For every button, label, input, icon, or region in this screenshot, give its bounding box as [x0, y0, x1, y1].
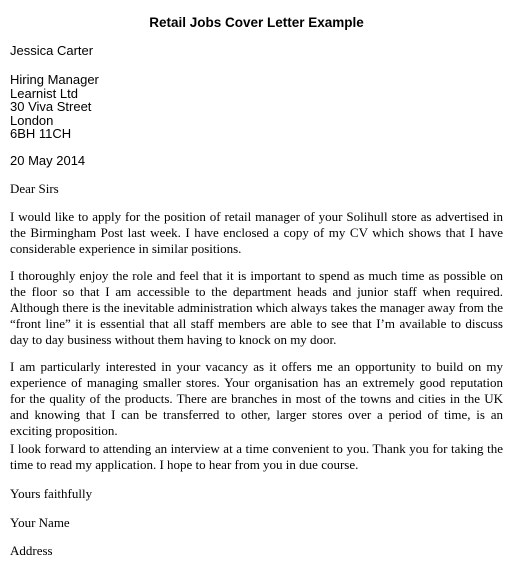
recipient-line: Hiring Manager — [10, 72, 99, 87]
body-paragraph: I look forward to attending an interview at a time convenient to you. Thank you for taking the time to read my application. I hope to hear from you in due course. — [10, 441, 503, 472]
recipient-line: London — [10, 112, 54, 128]
closing: Yours faithfully — [10, 486, 93, 501]
address-label: Address — [10, 543, 53, 558]
recipient-line: 6BH 11CH — [10, 126, 72, 142]
document-title: Retail Jobs Cover Letter Example — [149, 15, 364, 30]
letter-date — [10, 154, 85, 168]
date-text: 20 May 2014 — [10, 153, 86, 168]
signature-name: Your Name — [10, 515, 70, 530]
body-paragraph: I am particularly interested in your vacancy as it offers me an opportunity to build on my experience of managing smaller stores. Your organisation has an extremely good reputation for the quality of the products. There are branches in most of the towns and cities in the UK and knowing that I can be transferred to other, larger stores over a period of time, is an exciting proposition. — [10, 359, 503, 438]
sender-block — [10, 44, 93, 58]
recipient-line: Learnist Ltd — [10, 85, 78, 101]
body-paragraph: I would like to apply for the position of retail manager of your Solihull store as advertised in the Birmingham Post last week. I have enclosed a copy of my CV which shows that I have considerable experience in similar positions. — [10, 209, 503, 256]
sender-name: Jessica Carter — [10, 43, 94, 58]
recipient-line: 30 Viva Street — [10, 99, 92, 115]
recipient-address — [10, 73, 99, 141]
body-paragraph: I thoroughly enjoy the role and feel that it is important to spend as much time as possible on the floor so that I am accessible to the department heads and junior staff when required. Although there is the inevitable administration which always takes the manager away from the “front line” it is essential that all staff members are able to see that I’m available to discuss day to day business without them having to knock on my door. — [10, 268, 503, 347]
salutation: Dear Sirs — [10, 181, 59, 196]
